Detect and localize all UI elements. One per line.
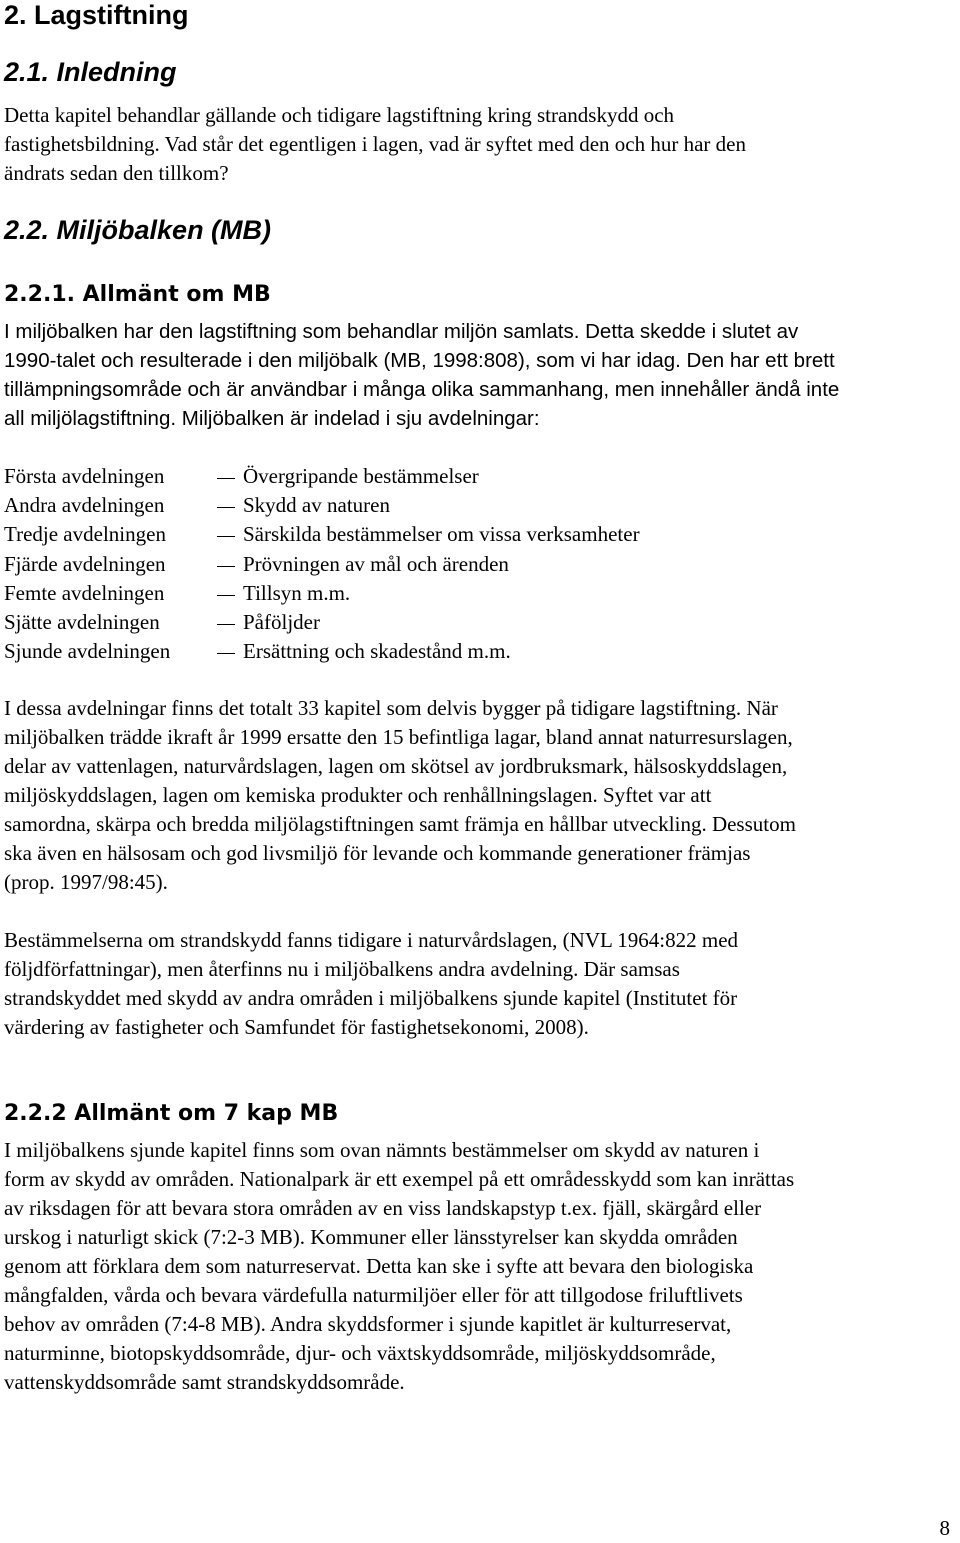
- text-line: all miljölagstiftning. Miljöbalken är indelad i sju avdelningar:: [4, 407, 540, 430]
- paragraph-kapitel: [4, 694, 960, 897]
- text-line: mångfalden, vårda och bevara värdefulla naturmiljöer eller för att tillgodose friluftlivets: [4, 1283, 743, 1307]
- avdelning-title: Särskilda bestämmelser om vissa verksamheter: [243, 522, 640, 547]
- avdelning-name: Fjärde avdelningen: [4, 551, 166, 576]
- text-line: delar av vattenlagen, naturvårdslagen, lagen om skötsel av jordbruksmark, hälsoskyddslagen,: [4, 754, 788, 778]
- avdelning-name: Femte avdelningen: [4, 580, 165, 605]
- text-line: ska även en hälsosam och god livsmiljö för levande och kommande generationer främjas: [4, 841, 751, 865]
- text-line: Bestämmelserna om strandskydd fanns tidigare i naturvårdslagen, (NVL 1964:822 med: [4, 928, 739, 952]
- text-line: (prop. 1997/98:45).: [4, 870, 168, 894]
- avdelning-title: Övergripande bestämmelser: [243, 464, 479, 488]
- paragraph-allmant-7kap: [4, 1136, 960, 1397]
- dash-divider: [217, 653, 235, 654]
- paragraph-inledning: [4, 101, 960, 188]
- avdelning-title: Påföljder: [243, 609, 320, 634]
- subsection-heading-inledning: 2.1. Inledning: [4, 57, 177, 87]
- text-line: värdering av fastigheter och Samfundet för fastighetsekonomi, 2008).: [4, 1015, 589, 1039]
- text-line: miljöbalken trädde ikraft år 1999 ersatte den 15 befintliga lagar, bland annat naturresurslagen,: [4, 725, 793, 749]
- dash-divider: [217, 595, 235, 596]
- text-line: I miljöbalken har den lagstiftning som behandlar miljön samlats. Detta skedde i slutet av: [4, 320, 799, 343]
- text-line: ändrats sedan den tillkom?: [4, 161, 229, 185]
- text-line: miljöskyddslagen, lagen om kemiska produkter och renhållningslagen. Syftet var att: [4, 783, 712, 807]
- text-line: följdförfattningar), men återfinns nu i miljöbalkens andra avdelning. Där samsas: [4, 957, 680, 981]
- text-line: Detta kapitel behandlar gällande och tidigare lagstiftning kring strandskydd och: [4, 103, 675, 127]
- text-line: 1990-talet och resulterade i den miljöbalk (MB, 1998:808), som vi har idag. Den har ett brett: [4, 349, 835, 372]
- avdelning-name: Sjätte avdelningen: [4, 609, 160, 634]
- text-line: urskog i naturligt skick (7:2-3 MB). Kommuner eller länsstyrelser kan skydda områden: [4, 1225, 738, 1249]
- text-line: fastighetsbildning. Vad står det egentligen i lagen, vad är syftet med den och hur har den: [4, 132, 746, 156]
- text-line: I dessa avdelningar finns det totalt 33 kapitel som delvis bygger på tidigare lagstiftning. När: [4, 696, 778, 720]
- section-heading: 2. Lagstiftning: [4, 0, 189, 30]
- dash-divider: [217, 536, 235, 537]
- avdelning-title: Prövningen av mål och ärenden: [243, 551, 509, 576]
- subsubsection-heading-allmant-7kap: 2.2.2 Allmänt om 7 kap MB: [4, 1101, 339, 1126]
- avdelning-name: Första avdelningen: [4, 464, 165, 488]
- dash-divider: [217, 478, 235, 479]
- text-line: genom att förklara dem som naturreservat. Detta kan ske i syfte att bevara den biologiska: [4, 1254, 754, 1278]
- text-line: tillämpningsområde och är användbar i många olika sammanhang, men innehåller ändå inte: [4, 378, 840, 401]
- subsection-heading-miljobalken: 2.2. Miljöbalken (MB): [4, 215, 272, 245]
- text-line: behov av områden (7:4-8 MB). Andra skyddsformer i sjunde kapitlet är kulturreservat,: [4, 1312, 732, 1336]
- text-line: naturminne, biotopskyddsområde, djur- och växtskyddsområde, miljöskyddsområde,: [4, 1341, 716, 1365]
- avdelning-title: Tillsyn m.m.: [243, 580, 351, 605]
- page-number: 8: [939, 1516, 950, 1540]
- paragraph-strandskydd: [4, 926, 960, 1042]
- text-line: av riksdagen för att bevara stora områden av en viss landskapstyp t.ex. fjäll, skärgård eller: [4, 1196, 762, 1220]
- avdelning-name: Andra avdelningen: [4, 493, 165, 518]
- text-line: I miljöbalkens sjunde kapitel finns som ovan nämnts bestämmelser om skydd av naturen i: [4, 1138, 760, 1162]
- text-line: form av skydd av områden. Nationalpark är ett exempel på ett områdesskydd som kan inrättas: [4, 1167, 795, 1191]
- text-line: strandskyddet med skydd av andra områden i miljöbalkens sjunde kapitel (Institutet för: [4, 986, 738, 1010]
- avdelning-name: Sjunde avdelningen: [4, 639, 171, 664]
- dash-divider: [217, 624, 235, 625]
- subsubsection-heading-allmant-mb: 2.2.1. Allmänt om MB: [4, 282, 271, 307]
- paragraph-allmant-mb: [4, 317, 960, 433]
- avdelning-name: Tredje avdelningen: [4, 522, 166, 547]
- avdelning-title: Ersättning och skadestånd m.m.: [243, 639, 511, 664]
- text-line: samordna, skärpa och bredda miljölagstiftningen samt främja en hållbar utveckling. Dessutom: [4, 812, 796, 836]
- text-line: vattenskyddsområde samt strandskyddsområde.: [4, 1370, 405, 1394]
- dash-divider: [217, 507, 235, 508]
- avdelning-title: Skydd av naturen: [243, 493, 390, 518]
- dash-divider: [217, 566, 235, 567]
